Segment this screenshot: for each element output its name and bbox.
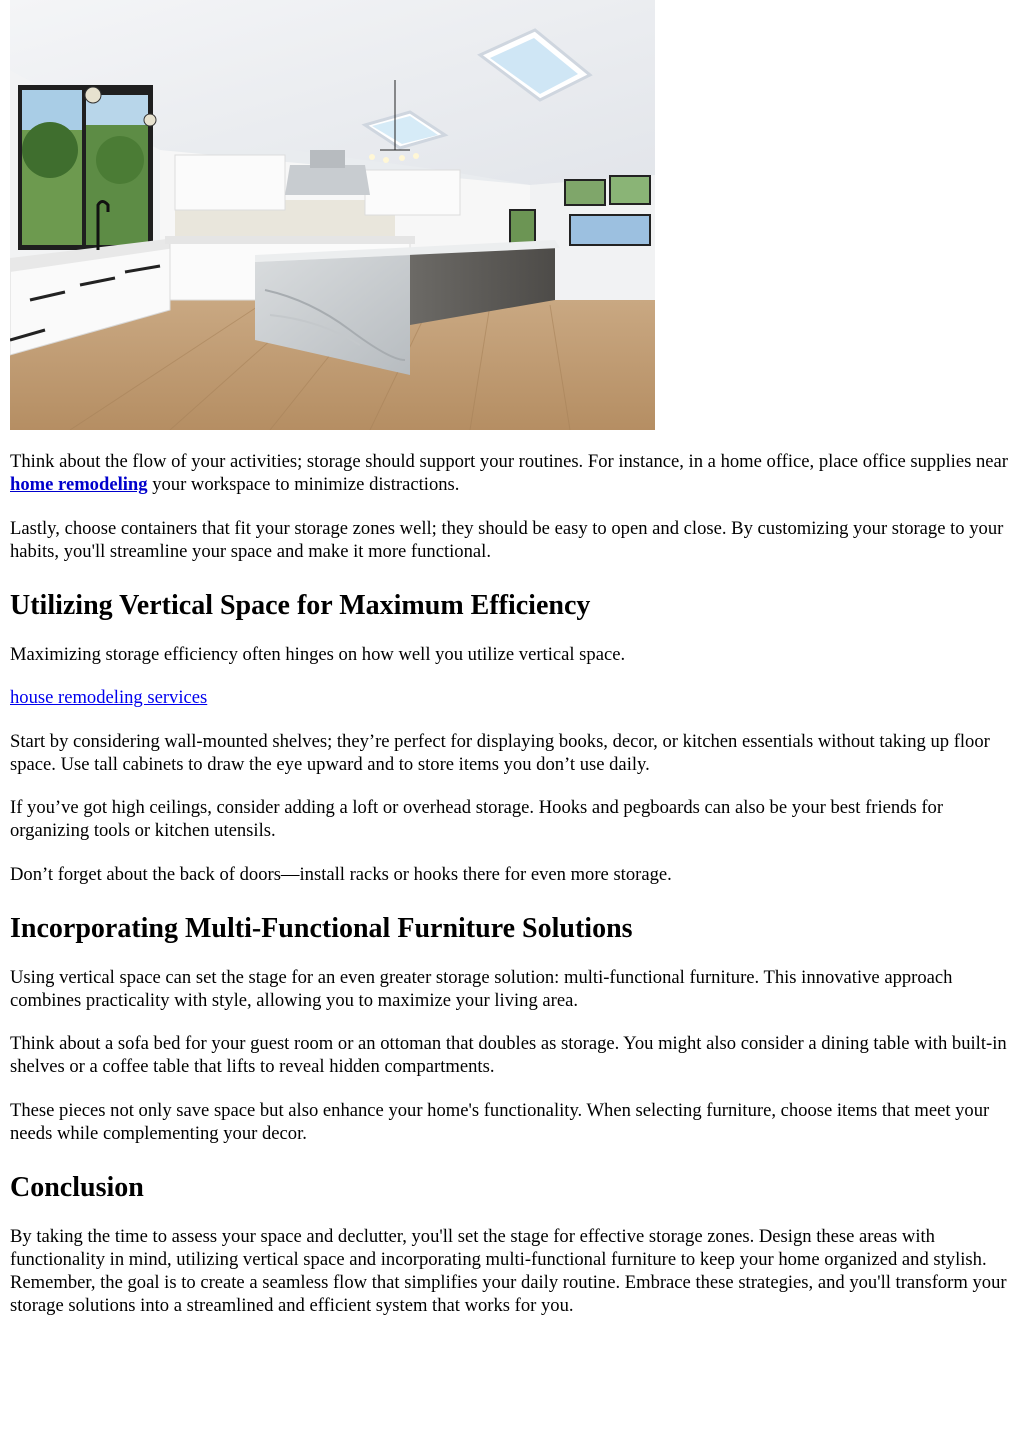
heading-multi-functional: Incorporating Multi-Functional Furniture Solutions (10, 912, 633, 944)
article (10, 0, 1012, 1337)
paragraph-furniture-intro: Using vertical space can set the stage for an even greater storage solution: multi-functional furniture. This innovative approach combines practicality with style, allowing you to maximize your living area. (10, 966, 953, 1011)
paragraph-storage-routines (10, 450, 1012, 496)
house-remodeling-services-paragraph (10, 686, 1012, 709)
home-remodeling-link[interactable]: home remodeling (10, 474, 148, 495)
paragraph-sofa-bed: Think about a sofa bed for your guest room or an ottoman that doubles as storage. You might also consider a dining table with built-in shelves or a coffee table that lifts to reveal hidden compartments. (10, 1033, 1007, 1077)
paragraph-containers: Lastly, choose containers that fit your storage zones well; they should be easy to open and close. By customizing your storage to your habits, you'll streamline your space and make it more functional. (10, 517, 1004, 562)
paragraph-save-space: These pieces not only save space but also enhance your home's functionality. When selecting furniture, choose items that meet your needs while complementing your decor. (10, 1099, 990, 1144)
heading-vertical-space: Utilizing Vertical Space for Maximum Efficiency (10, 589, 591, 621)
paragraph-back-of-doors: Don’t forget about the back of doors—install racks or hooks there for even more storage. (10, 863, 672, 885)
paragraph-vertical-intro: Maximizing storage efficiency often hinges on how well you utilize vertical space. (10, 643, 626, 665)
heading-conclusion: Conclusion (10, 1171, 144, 1203)
paragraph-conclusion: By taking the time to assess your space and declutter, you'll set the stage for effective storage zones. Design these areas with functionality in mind, utilizing vertical space and incorporating multi-functional furniture to keep your home organized and stylish. Remember, the goal is to create a seamless flow that simplifies your daily routine. Embrace these strategies, and you'll transform your storage solutions into a streamlined and efficient system that works for you. (10, 1225, 1007, 1316)
paragraph-high-ceilings: If you’ve got high ceilings, consider adding a loft or overhead storage. Hooks and pegboards can also be your best friends for organizing tools or kitchen utensils. (10, 797, 944, 841)
paragraph-text: Think about the flow of your activities; storage should support your routines. For instance, in a home office, place office supplies near (10, 451, 1008, 472)
paragraph-wall-shelves: Start by considering wall-mounted shelves; they’re perfect for displaying books, decor, or kitchen essentials without taking up floor space. Use tall cabinets to draw the eye upward and to store items you don’t use daily. (10, 730, 990, 775)
paragraph-text: your workspace to minimize distractions. (147, 474, 460, 495)
kitchen-photo (10, 0, 655, 430)
house-remodeling-services-link[interactable]: house remodeling services (10, 687, 208, 708)
